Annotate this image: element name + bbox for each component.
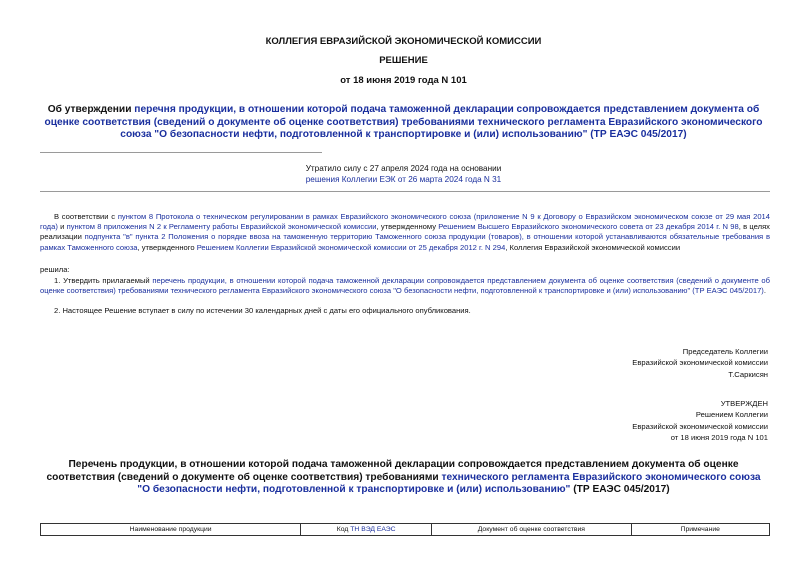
signature-block	[400, 346, 768, 380]
product-table	[40, 523, 770, 536]
doc-type-heading: РЕШЕНИЕ	[379, 55, 428, 66]
list-title-text: (ТР ЕАЭС 045/2017)	[570, 484, 670, 496]
preamble-text: В соответствии с	[54, 212, 118, 221]
item-1-text: 1. Утвердить прилагаемый	[54, 276, 153, 285]
doc-date: от 18 июня 2019 года N 101	[340, 75, 467, 86]
title-list-link[interactable]: перечня продукции, в отношении которой подача таможенной декларации сопровождается представлением документа об оценке соответствия (сведений о документе об оценке соответствия) требованиями технического регламента Евразийского экономического союза "О безопасности нефти, подготовленной к транспортировке и (или) использованию" (ТР ЕАЭС 045/2017)	[44, 104, 763, 141]
protocol-link[interactable]: пунктом 8 Протокола о техническом регулировании в рамках Евразийского экономического союза (приложение N 9 к Договору о Евразийском экономическом союзе от 29 мая 2014 года)	[40, 212, 770, 232]
signature-name: Т.Саркисян	[728, 369, 768, 379]
preamble-text: , в целях реализации	[40, 222, 770, 242]
status-decision-link[interactable]: решения Коллегии ЕЭК от 26 марта 2024 года N 31	[305, 175, 502, 184]
tnved-link[interactable]: ТН ВЭД ЕАЭС	[350, 526, 396, 533]
list-title-text: Перечень продукции, в отношении которой подача таможенной декларации сопровождается представлением документа об оценке соответствия (сведений о документе об оценке соответствия) требованиями	[46, 459, 739, 483]
org-heading: КОЛЛЕГИЯ ЕВРАЗИЙСКОЙ ЭКОНОМИЧЕСКОЙ КОМИССИИ	[265, 36, 542, 47]
title-prefix: Об утверждении	[47, 104, 135, 115]
council-decision-link[interactable]: Решением Высшего Евразийского экономического совета от 23 декабря 2014 г. N 98	[438, 222, 739, 232]
column-header-note: Примечание	[631, 524, 770, 536]
column-header-code	[301, 524, 432, 536]
column-header-product: Наименование продукции	[41, 524, 301, 536]
item-1-text: .	[763, 286, 766, 296]
approval-organization: Евразийской экономической комиссии	[632, 421, 768, 431]
approval-body: Решением Коллегии	[695, 410, 768, 420]
signature-organization: Евразийской экономической комиссии	[632, 358, 768, 368]
approval-block	[400, 398, 768, 443]
item-1-paragraph	[40, 276, 770, 296]
list-title	[40, 459, 767, 497]
approved-list-link[interactable]: перечень продукции, в отношении которой подача таможенной декларации сопровождается представлением документа об оценке соответствия (сведений о документе об оценке соответствия) требованиями технического регламента Евразийского экономического союза "О безопасности нефти, подготовленной к транспортировке и (или) использованию" (ТР ЕАЭС 045/2017)	[40, 276, 770, 296]
signature-position: Председатель Коллегии	[682, 347, 768, 356]
title-rule	[40, 152, 322, 153]
code-label: Код	[336, 526, 351, 533]
commission-decision-link[interactable]: Решением Коллегии Евразийской экономической комиссии от 25 декабря 2012 г. N 294	[196, 242, 506, 252]
preamble-text: , утвержденному	[376, 222, 439, 232]
preamble-text: , Коллегия Евразийской экономической комиссии	[505, 242, 681, 252]
column-header-document: Документ об оценке соответствия	[432, 524, 631, 536]
item-2-paragraph: 2. Настоящее Решение вступает в силу по истечении 30 календарных дней с даты его официального опубликования.	[54, 306, 471, 315]
preamble-text: , утвержденного	[137, 242, 197, 252]
table-header-row	[41, 524, 770, 536]
subclause-link[interactable]: подпункта "в" пункта 2 Положения о порядке ввоза на таможенную территорию Таможенного союза продукции (товаров), в отношении которой устанавливаются обязательные требования в рамках Таможенного союза	[40, 232, 770, 252]
status-rule	[40, 191, 770, 192]
preamble-text: и	[57, 222, 67, 232]
resolved-label: решила:	[40, 265, 70, 274]
document-title	[40, 104, 767, 142]
status-text: Утратило силу с 27 апреля 2024 года на основании	[305, 164, 502, 173]
tech-regulation-link[interactable]: технического регламента Евразийского экономического союза "О безопасности нефти, подготовленной к транспортировке и (или) использованию"	[137, 471, 761, 496]
approval-label: УТВЕРЖДЕН	[720, 399, 768, 408]
regulation-link[interactable]: пунктом 8 приложения N 2 к Регламенту работы Евразийской экономической комиссии	[66, 222, 377, 232]
preamble-paragraph	[40, 212, 770, 253]
approval-date: от 18 июня 2019 года N 101	[670, 432, 768, 442]
